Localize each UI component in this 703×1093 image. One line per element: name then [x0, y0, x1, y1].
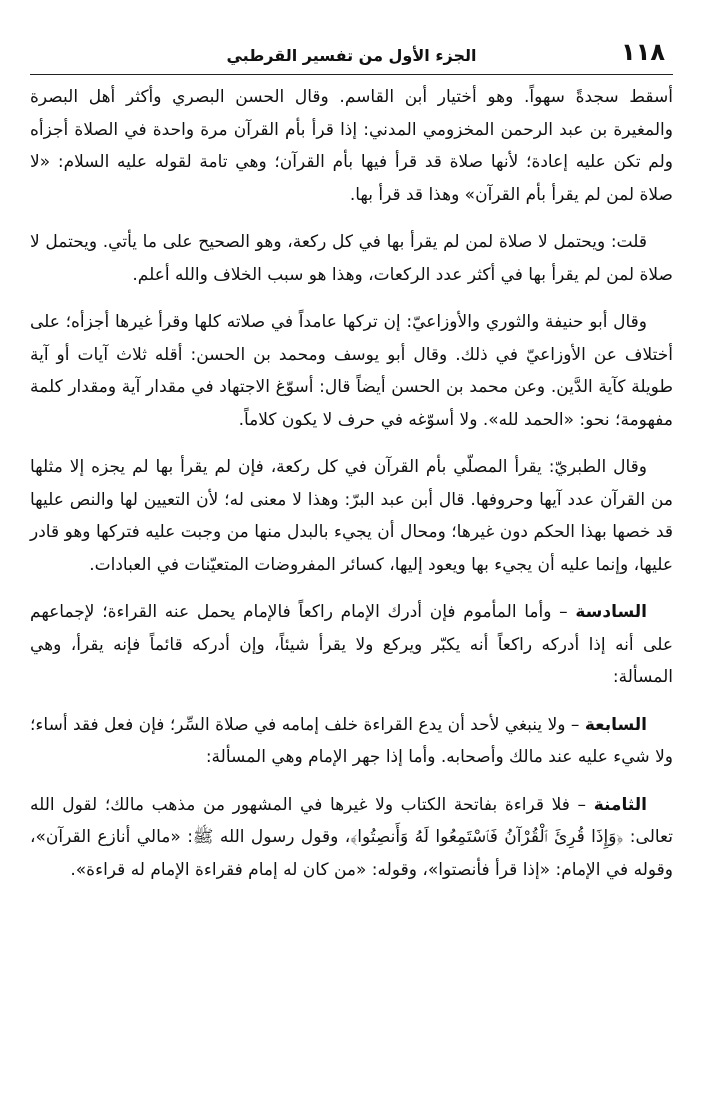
- paragraph: [30, 789, 673, 887]
- page-body: [30, 81, 673, 886]
- paragraph: [30, 596, 673, 694]
- paragraph: [30, 226, 673, 291]
- paragraph-text: قلت: ويحتمل لا صلاة لمن لم يقرأ بها في كل ركعة، وهو الصحيح على ما يأتي. ويحتمل لا صلاة لمن لم يقرأ بها في أكثر عدد الركعات، وهذا هو سبب الخلاف والله أعلم.: [30, 232, 673, 285]
- book-page: [30, 36, 673, 886]
- page-number: ١١٨: [621, 38, 665, 66]
- paragraph-text: – فلا قراءة بفاتحة الكتاب ولا غيرها في المشهور من مذهب مالك؛ لقول الله تعالى: ﴿وَإِذَا قُرِئَ ٱلْقُرْآنُ فَٱسْتَمِعُوا لَهُ وَأَنصِتُوا﴾، وقول رسول الله ﷺ: «مالي أنازع القرآن»، وقوله في الإمام: «إذا قرأ فأنصتوا»، وقوله: «من كان له إمام فقراءة الإمام له قراءة».: [30, 794, 673, 880]
- section-lead-word: الثامنة: [593, 794, 647, 815]
- paragraph-text: – ولا ينبغي لأحد أن يدع القراءة خلف إمامه في صلاة السِّر؛ فإن فعل فقد أساء؛ ولا شيء عليه عند مالك وأصحابه. وأما إذا جهر الإمام وهي المسألة:: [30, 714, 673, 767]
- paragraph: [30, 81, 673, 211]
- paragraph: [30, 306, 673, 436]
- page-header: [30, 36, 673, 75]
- paragraph-text: وقال أبو حنيفة والثوري والأوزاعيّ: إن تركها عامداً في صلاته كلها وقرأ غيرها أجزأه؛ على أختلاف عن الأوزاعيّ في ذلك. وقال أبو يوسف ومحمد بن الحسن: أقله ثلاث آيات أو آية طويلة كآية الدَّين. وعن محمد بن الحسن أيضاً قال: أسوّغ الاجتهاد في مقدار آية ومقدار كلمة مفهومة؛ نحو: «الحمد لله». ولا أسوّغه في حرف لا يكون كلاماً.: [30, 312, 673, 430]
- paragraph: [30, 451, 673, 581]
- paragraph-text: – وأما المأموم فإن أدرك الإمام راكعاً فالإمام يحمل عنه القراءة؛ لإجماعهم على أنه إذا أدركه راكعاً أنه يكبّر ويركع ولا يقرأ شيئاً، وإن أدركه قائماً فإنه يقرأ، وهي المسألة:: [30, 602, 673, 687]
- section-lead-word: السادسة: [575, 602, 647, 622]
- paragraph-text: وقال الطبريّ: يقرأ المصلّي بأم القرآن في كل ركعة، فإن لم يقرأ بها لم يجزه إلا مثلها من القرآن عدد آيها وحروفها. قال أبن عبد البرّ: وهذا لا معنى له؛ لأن التعيين لها والنص عليها قد خصها بهذا الحكم دون غيرها؛ ومحال أن يجيء بالبدل منها من وجبت عليه فتركها وهو قادر عليها، وإنما عليه أن يجيء بها ويعود إليها، كسائر المفروضات المتعيّنات في العبادات.: [30, 457, 673, 575]
- section-lead-word: السابعة: [584, 714, 647, 735]
- paragraph: [30, 709, 673, 774]
- paragraph-text: أسقط سجدةً سهواً. وهو أختيار أبن القاسم. وقال الحسن البصري وأكثر أهل البصرة والمغيرة بن عبد الرحمن المخزومي المدني: إذا قرأ بأم القرآن مرة واحدة في الصلاة أجزأه ولم تكن عليه إعادة؛ لأنها صلاة قد قرأ فيها بأم القرآن؛ وهي تامة لقوله عليه السلام: «لا صلاة لمن لم يقرأ بأم القرآن» وهذا قد قرأ بها.: [30, 87, 673, 205]
- running-title: الجزء الأول من تفسير القرطبي: [226, 46, 477, 65]
